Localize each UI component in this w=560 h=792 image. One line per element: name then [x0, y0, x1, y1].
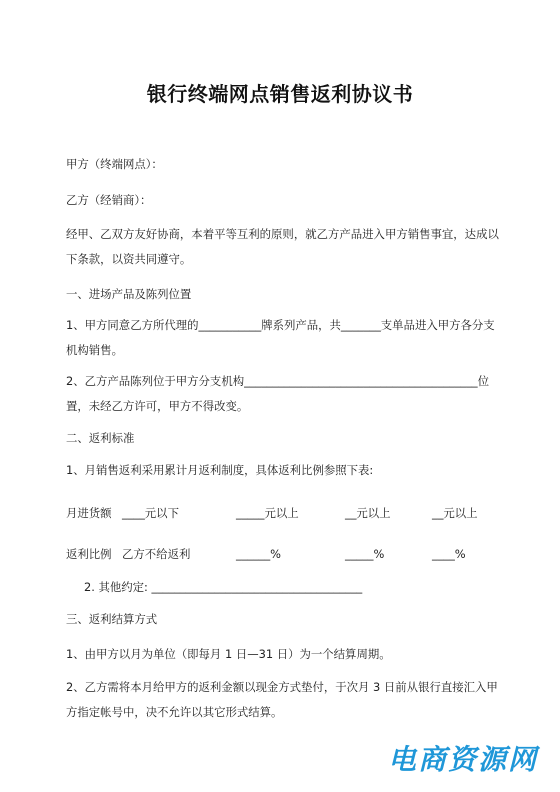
table-cell: ______% [236, 547, 281, 561]
table-cell: _____% [345, 547, 385, 561]
table-cell: 返利比例 [66, 547, 112, 561]
section-3-item-2: 2、乙方需将本月给甲方的返利金额以现金方式垫付，于次月 3 日前从银行直接汇入甲方指定帐号中，决不允许以其它形式结算。 [66, 680, 498, 719]
watermark-logo: 电商资源网 [387, 743, 538, 776]
section-1-item-1: 1、甲方同意乙方所代理的___________牌系列产品，共_______支单品进入甲方各分支机构销售。 [66, 318, 495, 357]
party-a-line: 甲方（终端网点）： [66, 157, 163, 171]
table-cell: __元以上 [345, 506, 391, 520]
section-1-item-2: 2、乙方产品陈列位于甲方分支机构_________________________________________位置，未经乙方许可，甲方不得改变。 [66, 374, 490, 413]
section-1-heading: 一、进场产品及陈列位置 [66, 287, 192, 301]
section-3-item-1: 1、由甲方以月为单位（即每月 1 日—31 日）为一个结算周期。 [66, 647, 391, 661]
intro-paragraph: 经甲、乙双方友好协商，本着平等互利的原则，就乙方产品进入甲方销售事宜，达成以下条款，以资共同遵守。 [66, 227, 499, 266]
section-3-heading: 三、返利结算方式 [66, 612, 158, 626]
table-cell: 月进货额 [66, 506, 112, 520]
table-cell: ____% [432, 547, 466, 561]
document-title: 银行终端网点销售返利协议书 [146, 82, 414, 106]
table-cell: 乙方不给返利 [122, 547, 191, 561]
section-2-item-1: 1、月销售返利采用累计月返利制度，具体返利比例参照下表: [66, 463, 374, 477]
section-2-item-2: 2. 其他约定: _____________________________________ [84, 580, 363, 594]
table-cell: __元以上 [432, 506, 478, 520]
section-2-heading: 二、返利标准 [66, 431, 135, 445]
party-b-line: 乙方（经销商）： [66, 193, 152, 207]
table-cell: ____元以下 [122, 506, 179, 520]
table-cell: _____元以上 [236, 506, 299, 520]
